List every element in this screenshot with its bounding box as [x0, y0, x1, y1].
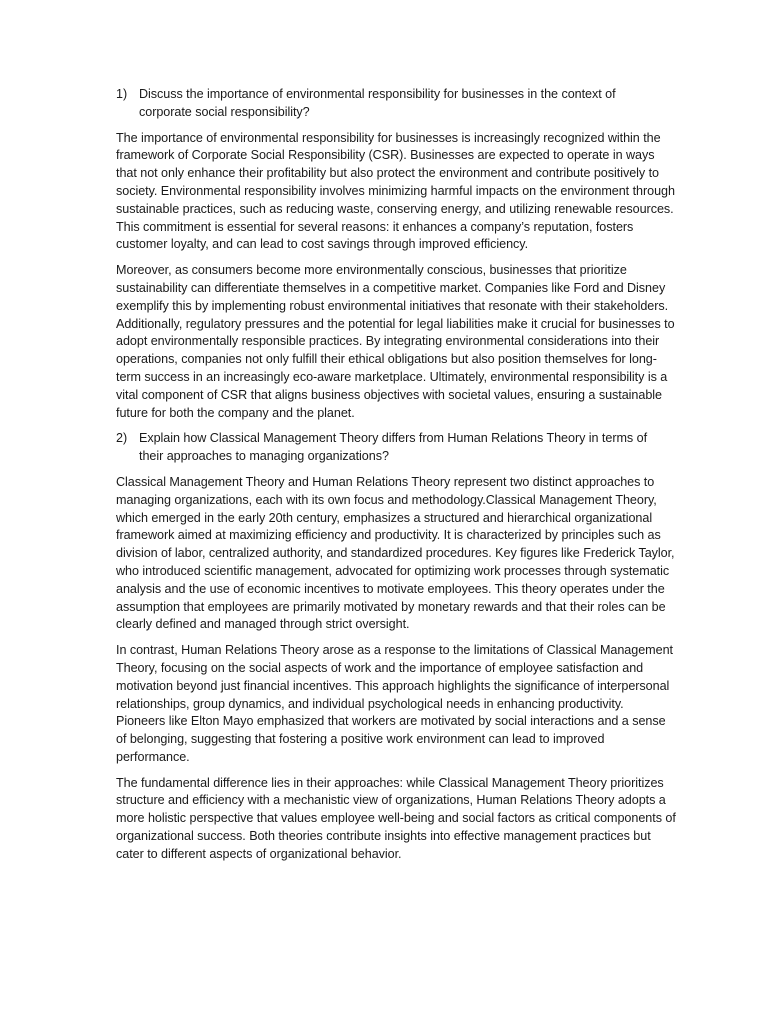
question-number: 1) [116, 87, 128, 101]
question-number: 2) [116, 431, 128, 446]
question-2 [116, 430, 676, 466]
question-1 [116, 86, 676, 122]
answer-paragraph: In contrast, Human Relations Theory arose as a response to the limitations of Classical Management Theory, focusing on the social aspects of work and the importance of employee satisfaction and motivation beyond just financial incentives. This approach highlights the significance of interpersonal relationships, group dynamics, and individual psychological needs in enhancing productivity. Pioneers like Elton Mayo emphasized that workers are motivated by social interactions and a sense of belonging, suggesting that fostering a positive work environment can lead to improved performance. [116, 643, 673, 764]
document-page [116, 86, 676, 872]
answer-paragraph: Classical Management Theory and Human Relations Theory represent two distinct approaches to managing organizations, each with its own focus and methodology.Classical Management Theory, which emerged in the early 20th century, emphasizes a structured and hierarchical organizational framework aimed at maximizing efficiency and productivity. It is characterized by principles such as division of labor, centralized authority, and standardized procedures. Key figures like Frederick Taylor, who introduced scientific management, advocated for optimizing work processes through systematic analysis and the use of economic incentives to motivate employees. This theory operates under the assumption that employees are primarily motivated by monetary rewards and that their roles can be clearly defined and managed through strict oversight. [116, 474, 675, 632]
answer-paragraph: The fundamental difference lies in their approaches: while Classical Management Theory prioritizes structure and efficiency with a mechanistic view of organizations, Human Relations Theory adopts a more holistic perspective that values employee well-being and social factors as critical components of organizational success. Both theories contribute insights into effective management practices but cater to different aspects of organizational behavior. [116, 775, 676, 861]
answer-paragraph: Moreover, as consumers become more environmentally conscious, businesses that prioritize sustainability can differentiate themselves in a competitive market. Companies like Ford and Disney exemplify this by implementing robust environmental initiatives that resonate with their stakeholders. Additionally, regulatory pressures and the potential for legal liabilities make it crucial for businesses to adopt environmentally responsible practices. By integrating environmental considerations into their operations, companies not only fulfill their ethical obligations but also position themselves for long-term success in an increasingly eco-aware marketplace. Ultimately, environmental responsibility is a vital component of CSR that aligns business objectives with societal values, ensuring a sustainable future for both the company and the planet. [116, 263, 675, 420]
question-text: Explain how Classical Management Theory differs from Human Relations Theory in terms of their approaches to managing organizations? [139, 431, 648, 464]
answer-paragraph: The importance of environmental responsibility for businesses is increasingly recognized within the framework of Corporate Social Responsibility (CSR). Businesses are expected to operate in ways that not only enhance their profitability but also protect the environment and contribute positively to society. Environmental responsibility involves minimizing harmful impacts on the environment through sustainable practices, such as reducing waste, conserving energy, and utilizing renewable resources. This commitment is essential for several reasons: it enhances a company’s reputation, fosters customer loyalty, and can lead to cost savings through improved efficiency. [116, 130, 675, 252]
question-text: Discuss the importance of environmental responsibility for businesses in the context of corporate social responsibility? [139, 87, 616, 119]
